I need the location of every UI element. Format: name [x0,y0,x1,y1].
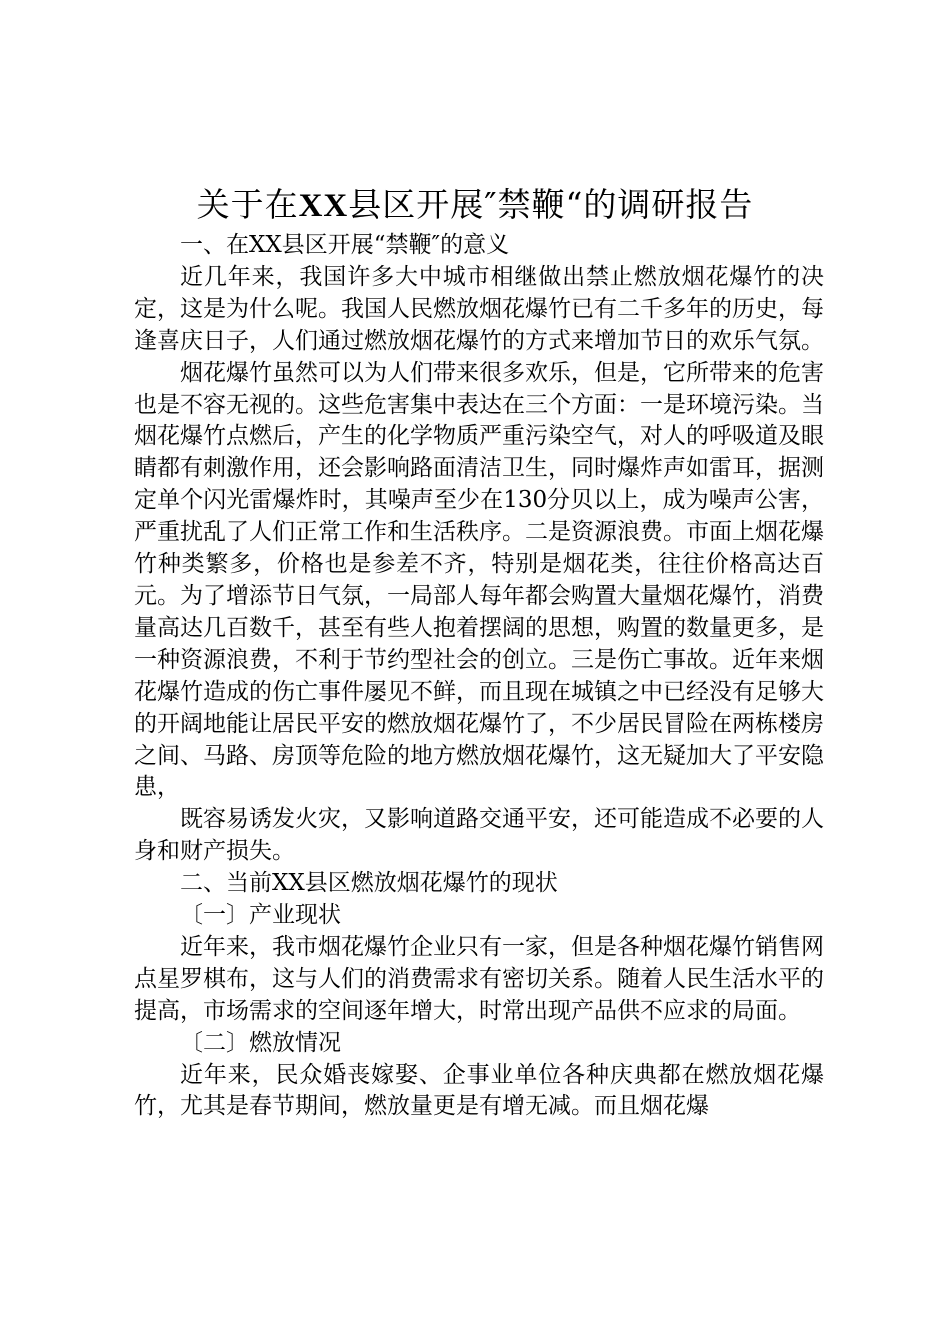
title-prefix: 关于在 [196,185,299,224]
title-suffix: 县区开展″禁鞭“的调研报告 [348,185,754,224]
subsection-heading-1: 〔一〕产业现状 [180,902,341,929]
title-bold: XX [298,188,349,224]
paragraph-2: 烟花爆竹虽然可以为人们带来很多欢乐，但是，它所带来的危害也是不容无视的。这些危害集中表达在三个方面：一是环境污染。当烟花爆竹点燃后，产生的化学物质严重污染空气，对人的呼吸道及眼睛都有刺激作用，还会影响路面清洁卫生，同时爆炸声如雷耳，据测定单个闪光雷爆炸时，其噪声至少在130分贝以上，成为噪声公害，严重扰乱了人们正常工作和生活秩序。二是资源浪费。市面上烟花爆竹种类繁多，价格也是参差不齐，特别是烟花类，往往价格高达百元。为了增添节日气氛，一局部人每年都会购置大量烟花爆竹，消费量高达几百数千，甚至有些人抱着摆阔的思想，购置的数量更多，是一种资源浪费，不利于节约型社会的创立。三是伤亡事故。近年来烟花爆竹造成的伤亡事件屡见不鲜，而且现在城镇之中已经没有足够大的开阔地能让居民平安的燃放烟花爆竹了，不少居民冒险在两栋楼房之间、马路、房顶等危险的地方燃放烟花爆竹，这无疑加大了平安隐患， [134,359,824,801]
document-title [0,183,950,228]
paragraph-3: 既容易诱发火灾，又影响道路交通平安，还可能造成不必要的人身和财产损失。 [134,806,824,865]
section-heading-2: 二、当前XX县区燃放烟花爆竹的现状 [180,870,558,897]
paragraph-4: 近年来，我市烟花爆竹企业只有一家，但是各种烟花爆竹销售网点星罗棋布，这与人们的消费需求有密切关系。随着人民生活水平的提高，市场需求的空间逐年增大，时常出现产品供不应求的局面。 [134,933,824,1024]
subsection-heading-2: 〔二〕燃放情况 [180,1029,341,1056]
paragraph-5: 近年来，民众婚丧嫁娶、企事业单位各种庆典都在燃放烟花爆竹，尤其是春节期间，燃放量更是有增无减。而且烟花爆 [134,1061,824,1120]
document-body [134,230,824,1123]
paragraph-1: 近几年来，我国许多大中城市相继做出禁止燃放烟花爆竹的决定，这是为什么呢。我国人民燃放烟花爆竹已有二千多年的历史，每逢喜庆日子，人们通过燃放烟花爆竹的方式来增加节日的欢乐气氛。 [134,263,824,354]
section-heading-1: 一、在XX县区开展“禁鞭″的意义 [180,232,510,258]
